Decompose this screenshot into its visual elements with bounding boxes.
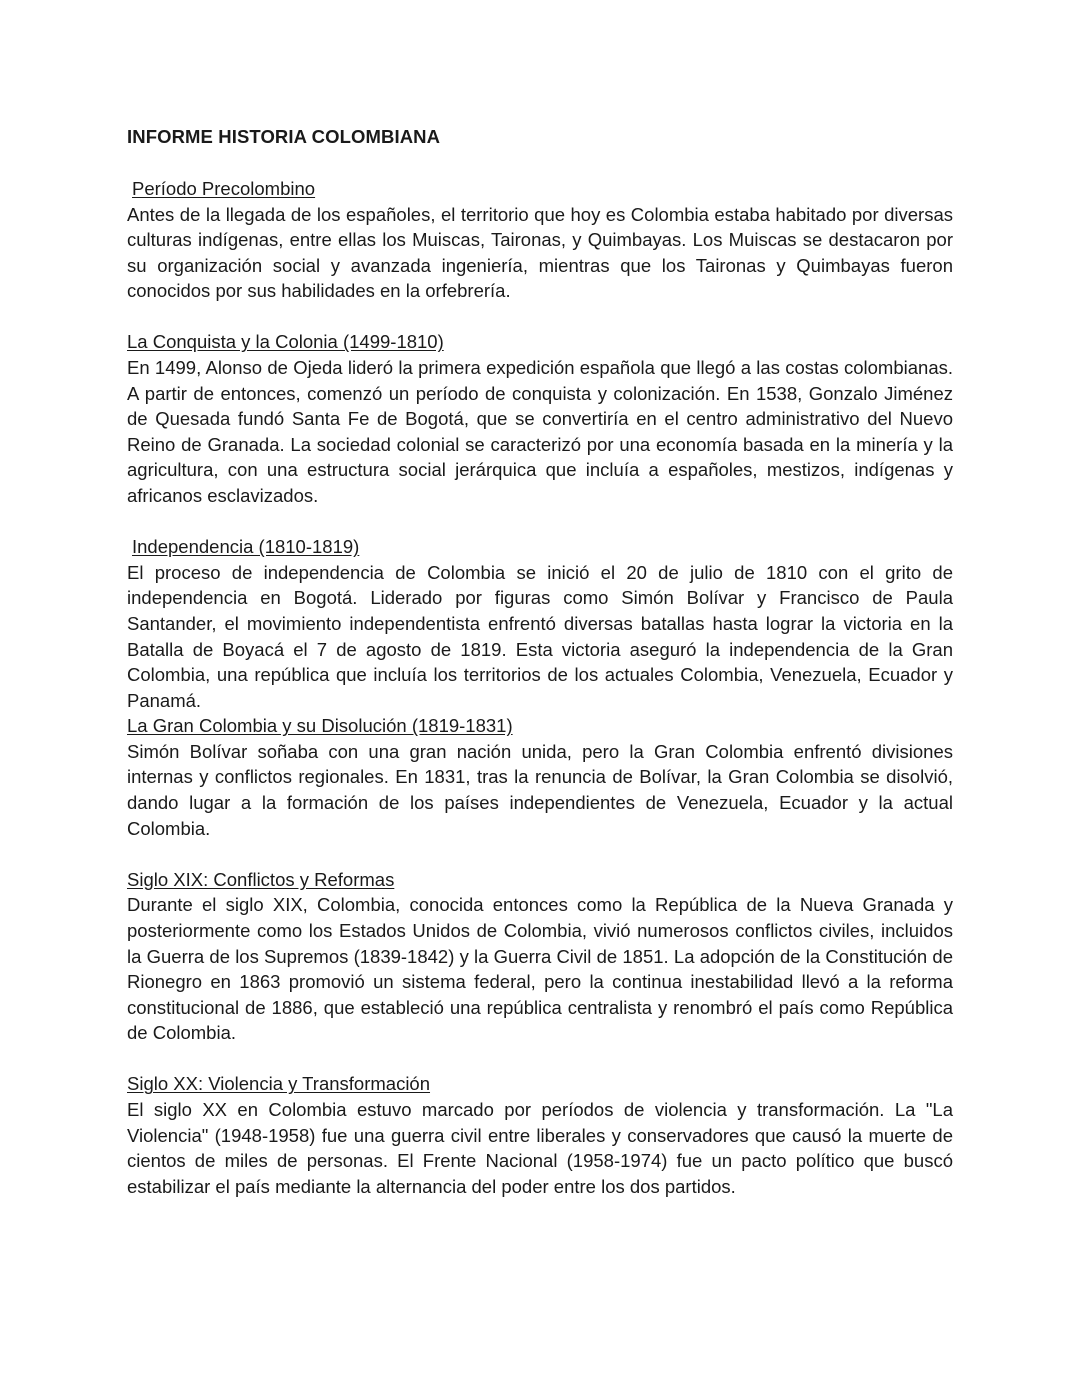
- section-conquista-colonia: [127, 329, 953, 508]
- document-title: INFORME HISTORIA COLOMBIANA: [127, 126, 441, 147]
- section-paragraph: Durante el siglo XIX, Colombia, conocida entonces como la República de la Nueva Granada y posteriormente como los Estados Unidos de Colombia, vivió numerosos conflictos civiles, incluidos la Guerra de los Supremos (1839-1842) y la Guerra Civil de 1851. La adopción de la Constitución de Rionegro en 1863 promovió un sistema federal, pero la continua inestabilidad llevó a la reforma constitucional de 1886, que estableció una república centralista y renombró el país como República de Colombia.: [127, 894, 953, 1044]
- section-independencia: [127, 534, 953, 713]
- section-siglo-xix: [127, 867, 953, 1046]
- section-heading: La Gran Colombia y su Disolución (1819-1831): [127, 715, 513, 737]
- section-paragraph: El siglo XX en Colombia estuvo marcado por períodos de violencia y transformación. La "La Violencia" (1948-1958) fue una guerra civil entre liberales y conservadores que causó la muerte de cientos de miles de personas. El Frente Nacional (1958-1974) fue un pacto político que buscó estabilizar el país mediante la alternancia del poder entre los dos partidos.: [127, 1099, 953, 1197]
- section-paragraph: El proceso de independencia de Colombia se inició el 20 de julio de 1810 con el grito de independencia en Bogotá. Liderado por figuras como Simón Bolívar y Francisco de Paula Santander, el movimiento independentista enfrentó diversas batallas hasta lograr la victoria en la Batalla de Boyacá el 7 de agosto de 1819. Esta victoria aseguró la independencia de la Gran Colombia, una república que incluía los territorios de los actuales Colombia, Venezuela, Ecuador y Panamá.: [127, 561, 953, 711]
- section-heading: Período Precolombino: [132, 178, 316, 199]
- section-heading: Siglo XX: Violencia y Transformación: [127, 1073, 431, 1095]
- section-heading: Independencia (1810-1819): [132, 536, 360, 558]
- section-gran-colombia: [127, 713, 953, 841]
- section-siglo-xx: [127, 1071, 953, 1199]
- section-paragraph: Antes de la llegada de los españoles, el territorio que hoy es Colombia estaba habitado por diversas culturas indígenas, entre ellas los Muiscas, Taironas, y Quimbayas. Los Muiscas se destacaron por su organización social y avanzada ingeniería, mientras que los Taironas y Quimbayas fueron conocidos por sus habilidades en la orfebrería.: [127, 203, 953, 302]
- document-content: [127, 124, 953, 1225]
- section-paragraph: Simón Bolívar soñaba con una gran nación unida, pero la Gran Colombia enfrentó divisiones internas y conflictos regionales. En 1831, tras la renuncia de Bolívar, la Gran Colombia se disolvió, dando lugar a la formación de los países independientes de Venezuela, Ecuador y la actual Colombia.: [127, 740, 953, 839]
- section-paragraph: En 1499, Alonso de Ojeda lideró la primera expedición española que llegó a las costas colombianas. A partir de entonces, comenzó un período de conquista y colonización. En 1538, Gonzalo Jiménez de Quesada fundó Santa Fe de Bogotá, que se convertiría en el centro administrativo del Nuevo Reino de Granada. La sociedad colonial se caracterizó por una economía basada en la minería y la agricultura, con una estructura social jerárquica que incluía a españoles, mestizos, indígenas y africanos esclavizados.: [127, 357, 953, 507]
- section-precolombino: [127, 176, 953, 304]
- section-heading: Siglo XIX: Conflictos y Reformas: [127, 868, 395, 890]
- section-heading: La Conquista y la Colonia (1499-1810): [127, 331, 444, 353]
